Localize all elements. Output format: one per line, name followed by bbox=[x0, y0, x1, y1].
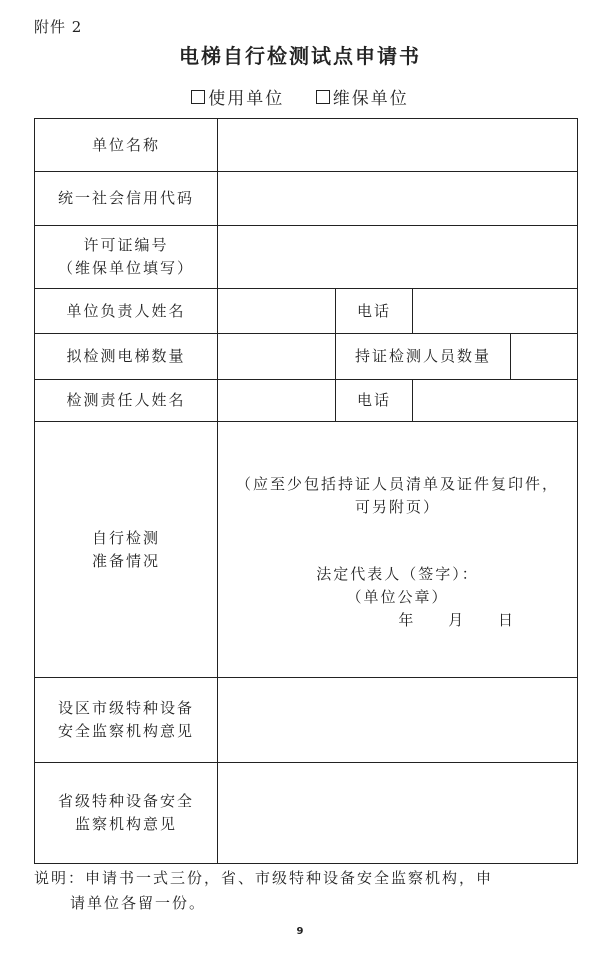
license-no-label bbox=[35, 226, 218, 289]
unit-name-field[interactable] bbox=[218, 119, 578, 172]
option-user-unit-label: 使用单位 bbox=[208, 89, 285, 109]
certified-staff-field[interactable] bbox=[511, 334, 578, 380]
option-maintenance-unit[interactable] bbox=[316, 84, 409, 109]
checkbox-maintenance-unit[interactable] bbox=[316, 90, 330, 104]
inspector-name-field[interactable] bbox=[218, 380, 336, 422]
certified-staff-label: 持证检测人员数量 bbox=[336, 334, 511, 380]
city-opinion-line1: 设区市级特种设备 bbox=[57, 699, 194, 717]
preparation-note: （应至少包括持证人员清单及证件复印件，可另附页） bbox=[235, 475, 559, 516]
credit-code-label: 统一社会信用代码 bbox=[35, 172, 218, 226]
province-opinion-line1: 省级特种设备安全 bbox=[57, 792, 194, 810]
license-no-field[interactable] bbox=[218, 226, 578, 289]
preparation-field[interactable] bbox=[218, 422, 578, 678]
province-opinion-label bbox=[35, 763, 218, 864]
form-title: 电梯自行检测试点申请书 bbox=[179, 44, 421, 68]
license-no-note: （维保单位填写） bbox=[57, 259, 194, 277]
form-note bbox=[34, 866, 574, 916]
inspector-phone-field[interactable] bbox=[413, 380, 578, 422]
province-opinion-line2: 监察机构意见 bbox=[74, 815, 177, 833]
unit-name-label: 单位名称 bbox=[35, 119, 218, 172]
leader-phone-label: 电话 bbox=[336, 289, 413, 334]
option-user-unit[interactable] bbox=[191, 84, 284, 109]
application-form-table bbox=[34, 118, 578, 864]
city-opinion-field[interactable] bbox=[218, 678, 578, 763]
inspector-phone-label: 电话 bbox=[336, 380, 413, 422]
checkbox-user-unit[interactable] bbox=[191, 90, 205, 104]
date-day: 日 bbox=[497, 611, 515, 629]
leader-phone-field[interactable] bbox=[413, 289, 578, 334]
license-no-title: 许可证编号 bbox=[83, 236, 169, 254]
unit-seal-label: （单位公章） bbox=[346, 588, 449, 606]
preparation-label bbox=[35, 422, 218, 678]
date-line bbox=[218, 609, 577, 632]
elevator-count-label: 拟检测电梯数量 bbox=[35, 334, 218, 380]
city-opinion-line2: 安全监察机构意见 bbox=[57, 722, 194, 740]
note-line1: 说明：申请书一式三份，省、市级特种设备安全监察机构，申 bbox=[34, 869, 494, 887]
date-month: 月 bbox=[448, 611, 466, 629]
credit-code-field[interactable] bbox=[218, 172, 578, 226]
page-number: 9 bbox=[296, 926, 304, 937]
leader-name-label: 单位负责人姓名 bbox=[35, 289, 218, 334]
preparation-label-line1: 自行检测 bbox=[91, 528, 160, 547]
date-year: 年 bbox=[398, 611, 416, 629]
inspector-name-label: 检测责任人姓名 bbox=[35, 380, 218, 422]
attachment-label: 附件 2 bbox=[34, 18, 83, 36]
province-opinion-field[interactable] bbox=[218, 763, 578, 864]
note-line2: 请单位各留一份。 bbox=[70, 894, 207, 912]
unit-type-options bbox=[0, 84, 600, 109]
option-maintenance-unit-label: 维保单位 bbox=[332, 89, 409, 109]
elevator-count-field[interactable] bbox=[218, 334, 336, 380]
preparation-label-line2: 准备情况 bbox=[91, 551, 160, 570]
legal-representative-label: 法定代表人（签字）： bbox=[316, 565, 479, 583]
signature-block bbox=[218, 563, 577, 632]
leader-name-field[interactable] bbox=[218, 289, 336, 334]
city-opinion-label bbox=[35, 678, 218, 763]
